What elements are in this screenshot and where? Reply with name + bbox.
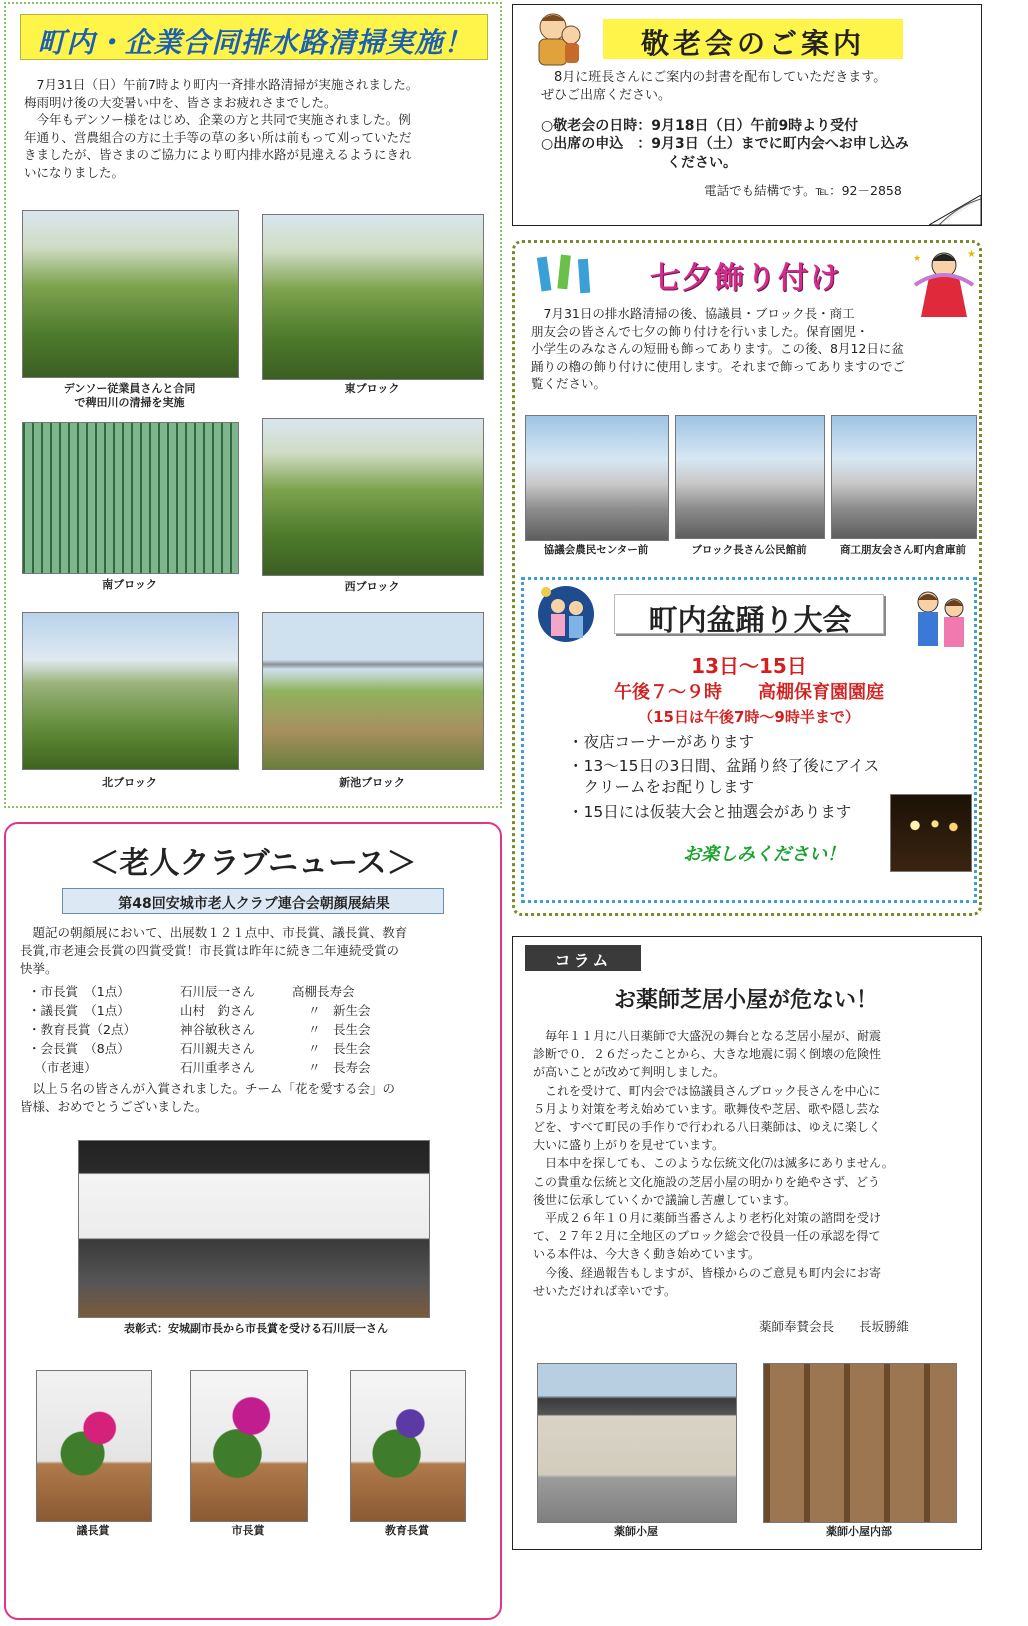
award-club: 〃 長生会: [308, 1041, 371, 1056]
bon-item-3: ・15日には仮装大会と抽選会があります: [568, 803, 852, 821]
keirou-application: ○出席の申込 ：9月3日（土）までに町内会へお申し込み ください。: [541, 136, 909, 171]
tanabata-section: [512, 240, 982, 916]
flower-photo-3: [350, 1370, 466, 1522]
award-category: ・市長賞 （1点）: [28, 984, 130, 999]
bon-title: 町内盆踊り大会: [648, 603, 852, 637]
tanabata-body: 7月31日の排水路清掃の後、協議員・ブロック長・商工 朋友会の皆さんで七夕の飾り付けを行いました。保育園児・ 小学生のみなさんの短冊も飾ってあります。この後、8月12日に盆 踊りの櫓の飾り付けに使用します。それまで飾ってありますのでご 覧ください。: [531, 306, 906, 391]
bon-lantern-photo: [890, 794, 972, 872]
column-body: 毎年１１月に八日薬師で大盛況の舞台となる芝居小屋が、耐震 診断で０．２６だったことから、大きな地震に弱く倒壊の危険性 が高いことが改めて判明しました。 これを受けて、町内会では協議員さんブロック長さんを中心に ５月より対策を考え始めています。歌舞伎や芝居、歌や隠し芸な どを、すべて町民の手作りで行われる八日薬師は、ゆえに楽しく 大いに盛り上がりを見せています。 日本中を探しても、このような伝統文化⑺は滅多にありません。 この貴重な伝統と文化施設の芝居小屋の明かりを絶やさず、どう 後世に伝承していくかで議論し苦慮しています。 平成２６年１０月に薬師当番さんより老朽化対策の諮問を受け て、２７年２月に全地区のブロック総会で役員一任の承認を得て いる本件は、今大きく動き始めています。 今後、経過報告もしますが、皆様からのご意見も町内会にお寄 せいただければ幸いです。: [533, 1029, 894, 1298]
club-section: [4, 822, 502, 1620]
award-row: [28, 1039, 468, 1058]
keirou-title: 敬老会のご案内: [640, 27, 865, 60]
flower-photo-2: [190, 1370, 308, 1522]
bon-dancers-icon: [536, 584, 596, 654]
keirou-intro: 8月に班長さんにご案内の封書を配布していただきます。 ぜひご出席ください。: [541, 70, 887, 103]
flower-caption-3: 教育長賞: [385, 1524, 429, 1537]
bon-section: [521, 577, 977, 903]
drain-caption-3: 南ブロック: [102, 578, 157, 591]
tanabata-caption-3: 商工朋友会さん町内倉庫前: [840, 544, 966, 556]
column-signature: 薬師奉賛会長 長坂勝維: [759, 1319, 910, 1334]
keirou-section: [512, 4, 982, 226]
club-subtitle-box: [62, 888, 444, 914]
award-club: 〃 長寿会: [308, 1060, 371, 1075]
tanzaku-icon: [535, 253, 595, 297]
column-section: [512, 936, 982, 1550]
keirou-phone: 電話でも結構です。℡：92－2858: [704, 183, 902, 198]
club-body: 題記の朝顔展において、出展数１２１点中、市長賞、議長賞、教育 長賞,市老連会長賞の四賞受賞！市長賞は昨年に続き二年連続受賞の 快挙。: [20, 925, 408, 976]
tanabata-photo-1: [525, 415, 669, 541]
award-club: 〃 新生会: [308, 1003, 371, 1018]
drain-caption-5: 北ブロック: [102, 776, 157, 789]
column-label-text: コラム: [554, 951, 612, 970]
award-row: [28, 982, 468, 1001]
drain-caption-6: 新池ブロック: [339, 776, 405, 789]
award-category: ・議長賞 （1点）: [28, 1003, 130, 1018]
drain-photo-6: [262, 612, 484, 770]
hut-interior-caption: 薬師小屋内部: [826, 1525, 892, 1538]
svg-text:★: ★: [967, 249, 976, 260]
flower-caption-2: 市長賞: [231, 1524, 265, 1537]
svg-text:★: ★: [913, 254, 922, 264]
drain-title-banner: [20, 14, 488, 60]
award-row: [28, 1058, 468, 1077]
drain-photo-1: [22, 210, 239, 378]
award-category: （市老連）: [28, 1060, 97, 1075]
bon-closing: お楽しみください！: [683, 844, 845, 865]
flower-caption-1: 議長賞: [76, 1524, 110, 1537]
award-winner: 山村 釣さん: [180, 1003, 256, 1018]
award-category: ・会長賞 （8点）: [28, 1041, 130, 1056]
hut-interior-photo: [763, 1363, 957, 1523]
bon-note: （15日は午後7時～9時半まで）: [638, 708, 860, 726]
tanabata-photo-3: [831, 415, 977, 539]
elder-figure-icon: [531, 9, 583, 67]
bon-item-2: ・13～15日の3日間、盆踊り終了後にアイス クリームをお配りします: [568, 757, 880, 796]
drain-photo-3: [22, 422, 239, 574]
flower-photo-1: [36, 1370, 152, 1522]
hut-photo: [537, 1363, 737, 1523]
award-winner: 石川重孝さん: [180, 1060, 256, 1075]
award-club: 〃 長生会: [308, 1022, 371, 1037]
award-winner: 神谷敏秋さん: [180, 1022, 256, 1037]
drain-caption-4: 西ブロック: [344, 580, 400, 593]
club-subtitle: 第48回安城市老人クラブ連合会朝顔展結果: [118, 896, 390, 912]
award-winner: 石川親夫さん: [180, 1041, 256, 1056]
column-title: お薬師芝居小屋が危ない！: [613, 988, 878, 1013]
club-title: ＜老人クラブニュース＞: [89, 846, 417, 881]
drain-section: [4, 2, 502, 808]
tanabata-title: 七夕飾り付け: [650, 261, 842, 296]
bon-item-1: ・夜店コーナーがあります: [568, 733, 755, 751]
drain-title: 町内・企業合同排水路清掃実施！: [37, 26, 473, 59]
award-winner: 石川辰一さん: [180, 984, 256, 999]
bon-time-place: 午後７～９時 高棚保育園園庭: [614, 682, 884, 703]
column-label: [525, 945, 641, 971]
drain-photo-5: [22, 612, 239, 770]
tanabata-caption-2: ブロック長さん公民館前: [691, 544, 807, 556]
drain-caption-1: デンソー従業員さんと合同 で稗田川の清掃を実施: [63, 382, 196, 409]
keirou-title-banner: [603, 19, 903, 59]
drain-body: 7月31日（日）午前7時より町内一斉排水路清掃が実施されました。 梅雨明け後の大変暑い中を、皆さまお疲れさまでした。 今年もデンソー様をはじめ、企業の方と共同で実施されました。例 年通り、営農組合の方に土手等の草の多い所は前もって刈っていただ きましたが、皆さまのご協力により町内排水路が見違えるようにきれ いになりました。: [24, 77, 419, 180]
ceremony-photo: [78, 1140, 430, 1318]
drain-caption-2: 東ブロック: [344, 382, 400, 395]
bon-dates: 13日～15日: [691, 654, 807, 678]
award-category: ・教育長賞（2点）: [28, 1022, 136, 1037]
award-row: [28, 1001, 468, 1020]
tanabata-photo-2: [675, 415, 825, 539]
hut-caption: 薬師小屋: [614, 1525, 658, 1538]
drain-photo-4: [262, 418, 484, 576]
drain-photo-2: [262, 214, 484, 380]
page-curl-icon: [929, 195, 981, 225]
tanabata-caption-1: 協議会農民センター前: [543, 544, 649, 556]
award-row: [28, 1020, 468, 1039]
ceremony-caption: 表彰式：安城副市長から市長賞を受ける石川辰一さん: [124, 1322, 388, 1335]
club-closing: 以上５名の皆さんが入賞されました。チーム「花を愛する会」の 皆様、おめでとうございました。: [20, 1081, 396, 1114]
keirou-datetime: ○敬老会の日時：9月18日（日）午前9時より受付: [541, 118, 859, 134]
award-club: 高棚長寿会: [292, 984, 355, 999]
yukata-kids-icon: [908, 586, 974, 656]
bon-title-banner: [614, 594, 884, 637]
